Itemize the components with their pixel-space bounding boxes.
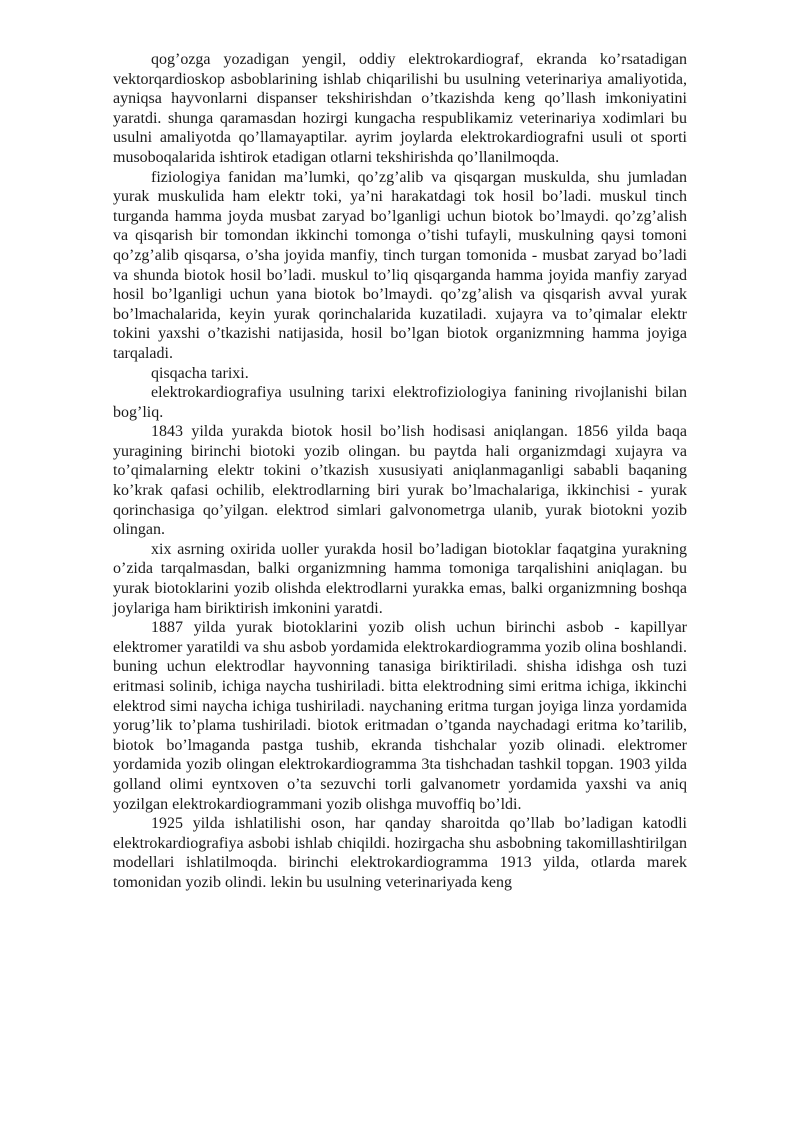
paragraph-history-intro: elektrokardiografiya usulning tarixi elektrofiziologiya fanining rivojlanishi bilan bog’liq. bbox=[113, 384, 687, 421]
section-heading-history: qisqacha tarixi. bbox=[151, 364, 249, 382]
paragraph-1925: 1925 yilda ishlatilishi oson, har qanday sharoitda qo’llab bo’ladigan katodli elektrokardiografiya asbobi ishlab chiqildi. hozirgacha shu asbobning takomillashtirilgan modellari ishlatilmoqda. birinchi elektrokardiogramma 1913 yilda, otlarda marek tomonidan yozib olindi. lekin bu usulning veterinariyada keng bbox=[113, 815, 687, 891]
paragraph-intro: qog’ozga yozadigan yengil, oddiy elektrokardiograf, ekranda ko’rsatadigan vektorqardioskop asboblarining ishlab chiqarilishi bu usulning veterinariya amaliyotida, ayniqsa hayvonlarni dispanser tekshirishdan o’tkazishda keng qo’llash imkoniyatini yaratdi. shunga qaramasdan hozirgi kungacha respublikamiz veterinariya xodimlari bu usulni amaliyotda qo’llamayaptilar. ayrim joylarda elektrokardiografni usuli ot sporti musoboqalarida ishtirok etadigan otlarni tekshirishda qo’llanilmoqda. bbox=[113, 51, 687, 166]
paragraph-1887: 1887 yilda yurak biotoklarini yozib olish uchun birinchi asbob - kapillyar elektromer yaratildi va shu asbob yordamida elektrokardiogramma yozib olina boshlandi. buning uchun elektrodlar hayvonning tanasiga biriktiriladi. shisha idishga osh tuzi eritmasi solinib, ichiga naycha tushiriladi. bitta elektrodning simi eritma ichiga, ikkinchi elektrod simi naycha ichiga tushiriladi. naychaning eritma turgan joyiga linza yordamida yorug’lik to’plama tushiriladi. biotok eritmadan o’tganda naychadagi eritma ko’tarilib, biotok bo’lmaganda pastga tushib, ekranda tishchalar yozib olinadi. elektromer yordamida yozib olingan elektrokardiogramma 3ta tishchadan tashkil topgan. 1903 yilda golland olimi eyntxoven o’ta sezuvchi torli galvanometr yordamida yaxshi va aniq yozilgan elektrokardiogrammani yozib olishga muvoffiq bo’ldi. bbox=[113, 619, 687, 813]
paragraph-physiology: fiziologiya fanidan ma’lumki, qo’zg’alib va qisqargan muskulda, shu jumladan yurak muskulida ham elektr toki, ya’ni harakatdagi tok hosil bo’ladi. muskul tinch turganda hamma joyda musbat zaryad bo’lganligi uchun biotok bo’lmaydi. qo’zg’alish va qisqarish bir tomondan ikkinchi tomonga o’tishi tufayli, muskulning qaysi tomoni qo’zg’alib qisqarsa, o’sha joyida manfiy, tinch turgan tomonida - musbat zaryad bo’ladi va shunda biotok hosil bo’ladi. muskul to’liq qisqarganda hamma joyida manfiy zaryad hosil bo’lganligi uchun yana biotok bo’lmaydi. qo’zg’alish va qisqarish avval yurak bo’lmachalarida, keyin yurak qorinchalarida kuzatiladi. xujayra va to’qimalar elektr tokini yaxshi o’tkazishi natijasida, hosil bo’lgan biotok organizmning hamma joyiga tarqaladi. bbox=[113, 168, 687, 362]
paragraph-1843: 1843 yilda yurakda biotok hosil bo’lish hodisasi aniqlangan. 1856 yilda baqa yuragining birinchi biotoki yozib olingan. bu paytda hali organizmdagi xujayra va to’qimalarning elektr tokini o’tkazish xususiyati aniqlanmaganligi sababli baqaning ko’krak qafasi ochilib, elektrodlarning biri yurak bo’lmachalariga, ikkinchisi - yurak qorinchasiga qo’yilgan. elektrod simlari galvonometrga ulanib, yurak biotokni yozib olingan. bbox=[113, 423, 687, 539]
paragraph-xix-century: xix asrning oxirida uoller yurakda hosil bo’ladigan biotoklar faqatgina yurakning o’zida tarqalmasdan, balki organizmning hamma tomoniga tarqalishini aniqlagan. bu yurak biotoklarini yozib olishda elektrodlarni yurakka emas, balki organizmning boshqa joylariga ham biriktirish imkonini yaratdi. bbox=[113, 540, 687, 617]
